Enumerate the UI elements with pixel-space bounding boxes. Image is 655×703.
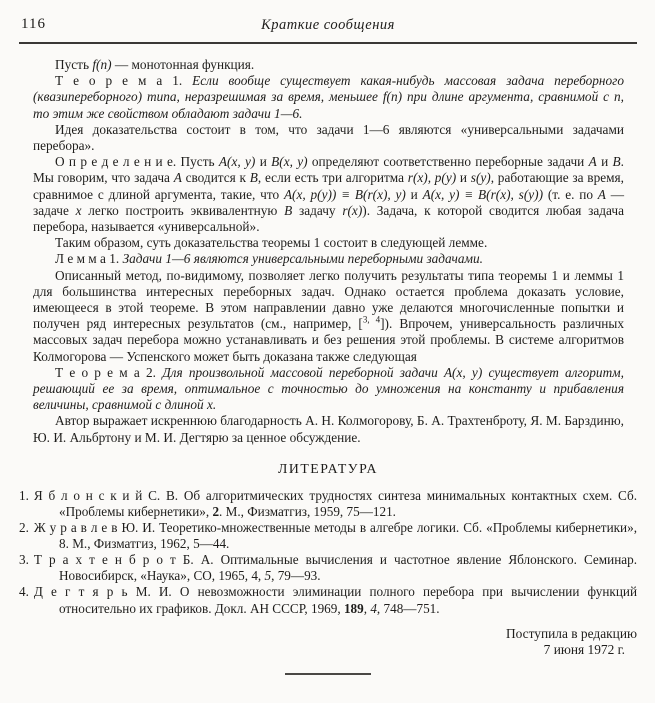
paragraph-definition: О п р е д е л е н и е. Пусть A(x, y) и B(x, y) определяют соответственно переборные задачи A и B. Мы говорим, что задача A сводится к B, если есть три алгоритма r(x), p(y) и s(y), работающие за время, сравнимое с длиной аргумента, такие, что A(x, p(y)) ≡ B(r(x), y) и A(x, y) ≡ B(r(x), s(y)) (т. е. по A — задаче x легко построить эквивалентную B задачу r(x)). Задача, к которой сводится любая задача перебора, называется «универсальной». [33, 154, 625, 235]
reference-text: Т р а х т е н б р о т Б. А. Оптимальные вычисления и частотное явление Яблонского. Семинар. Новосибирск, «Наука», СО, 1965, 4, 5, 79—93. [33, 552, 637, 584]
section-divider [285, 673, 371, 675]
page-header [19, 14, 637, 38]
header-rule [19, 42, 637, 44]
running-title: Краткие сообщения [261, 17, 395, 33]
received-date: 7 июня 1972 г. [543, 641, 625, 657]
literature-heading: ЛИТЕРАТУРА [278, 460, 378, 476]
reference-text: Я б л о н с к и й С. В. Об алгоритмических трудностях синтеза минимальных контактных схем. Сб. «Проблемы кибернетики», 2. М., Физматгиз, 1959, 75—121. [33, 487, 637, 519]
page-number: 116 [21, 16, 46, 32]
paragraph-acknowledgements: Автор выражает искреннюю благодарность А. Н. Колмогорову, Б. А. Трахтенброту, Я. М. Барздиню, Ю. И. Альбртону и М. И. Дегтярю за ценное обсуждение. [33, 413, 624, 445]
paragraph-theorem-1: Т е о р е м а 1. Если вообще существует какая-нибудь массовая задача переборного (квазипереборного) типа, неразрешимая за время, меньшее f(n) при длине аргумента, сравнимой с n, то этим же свойством обладают задачи 1—6. [33, 73, 624, 121]
paragraph-intro: Пусть f(n) — монотонная функция. [55, 57, 255, 72]
paragraph-thus: Таким образом, суть доказательства теоремы 1 состоит в следующей лемме. [55, 235, 488, 251]
reference-item-3 [19, 552, 637, 584]
paragraph-idea: Идея доказательства состоит в том, что задачи 1—6 являются «универсальными задачами перебора». [33, 121, 624, 154]
paragraph-theorem-2: Т е о р е м а 2. Для произвольной массовой переборной задачи A(x, y) существует алгоритм, решающий ее за время, оптимальное с точностью до умножения на константу и прибавления величины, сравнимой с длиной x. [33, 364, 624, 413]
reference-number: 4. [19, 584, 29, 600]
reference-list [19, 488, 637, 617]
reference-item-1 [19, 488, 637, 520]
paragraph-method: Описанный метод, по-видимому, позволяет легко получить результаты типа теоремы 1 и леммы 1 для большинства интересных переборных задач. Однако остается проблема доказать условие, имеющееся в этой теореме. В этом направлении давно уже делаются многочисленные попытки и получен ряд интересных результатов (см., например, [$^{3, 4}$]). Впрочем, универсальность различных массовых задач перебора можно устанавливать и без решения этой проблемы. В системе алгоритмов Колмогорова — Успенского может быть доказана также следующая [33, 267, 624, 364]
reference-text: Д е г т я р ь М. И. О невозможности элиминации полного перебора при вычислении функций относительно их графиков. Докл. АН СССР, 1969, 189, 4, 748—751. [33, 584, 637, 616]
received-note [19, 626, 637, 658]
reference-item-4 [19, 584, 637, 616]
reference-text: Ж у р а в л е в Ю. И. Теоретико-множественные методы в алгебре логики. Сб. «Проблемы кибернетики», 8. М., Физматгиз, 1962, 5—44. [33, 520, 637, 552]
reference-number: 1. [19, 487, 29, 503]
received-label: Поступила в редакцию [505, 625, 637, 641]
reference-item-2 [19, 520, 637, 552]
reference-number: 2. [19, 520, 29, 536]
paragraph-lemma-1: Л е м м а 1. Задачи 1—6 являются универсальными переборными задачами. [55, 251, 483, 267]
reference-number: 3. [19, 552, 29, 568]
article-body [33, 57, 624, 446]
